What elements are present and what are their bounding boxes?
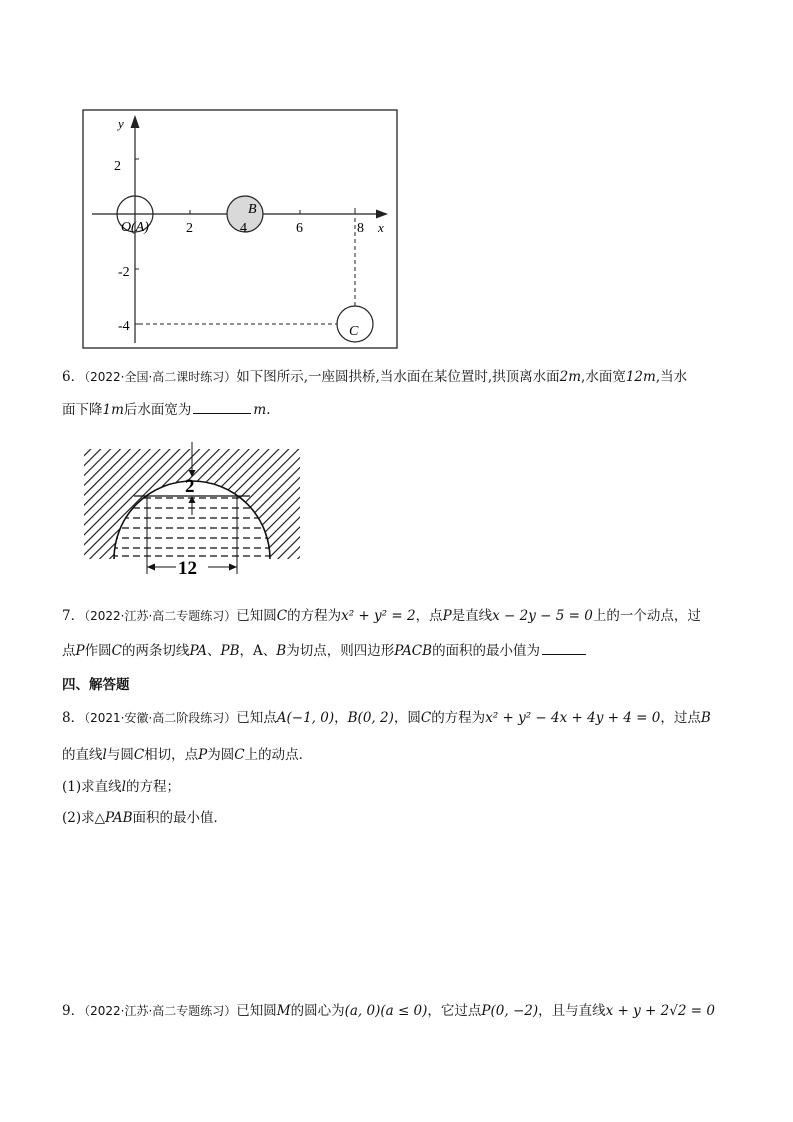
question-6: 6．（2022·全国·高二课时练习）如下图所示,一座圆拱桥,当水面在某位置时,拱顶离水面2m,水面宽12m,当水 [62,369,688,385]
coordinate-figure [0,0,793,360]
x-axis-label: x [378,220,384,235]
section-heading: 四、解答题 [62,677,130,693]
point-b-label: B [248,202,257,217]
question-8-part-2: (2)求△PAB面积的最小值． [62,810,228,826]
y-tick-2: 2 [114,159,121,174]
x-axis-arrow [376,210,388,219]
y-axis-label: y [118,116,124,131]
arch-height-label: 2 [185,476,195,497]
answer-blank-q6[interactable] [193,399,251,414]
question-8-part-1: (1)求直线l的方程； [62,779,180,795]
origin-label: O [121,220,132,235]
question-8: 8．（2021·安徽·高二阶段练习）已知点A(−1, 0)，B(0, 2)，圆C的方程为x² + y² − 4x + 4y + 4 = 0，过点B [62,710,711,726]
x-tick-8: 8 [357,221,364,236]
x-tick-2: 2 [186,221,193,236]
point-a-label: (A) [131,220,149,235]
y-axis-arrow [131,115,140,128]
point-c-label: C [349,324,359,339]
question-8-line2: 的直线l与圆C相切，点P为圆C上的动点． [62,747,313,763]
y-tick-neg4: -4 [118,319,130,334]
arch-bridge-figure [0,440,793,580]
question-7: 7．（2022·江苏·高二专题练习）已知圆C的方程为x² + y² = 2，点P是直线x − 2y − 5 = 0上的一个动点，过 [62,608,701,624]
question-6-line2: 面下降1m后水面宽为 m. [62,399,732,421]
answer-blank-q7[interactable] [542,640,586,655]
question-9: 9．（2022·江苏·高二专题练习）已知圆M的圆心为(a, 0)(a ≤ 0)，它过点P(0, −2)，且与直线x + y + 2√2 = 0 [62,1003,715,1019]
water-width-label: 12 [178,558,197,579]
question-7-line2: 点P作圆C的两条切线PA、PB，A、B为切点，则四边形PACB的面积的最小值为 [62,640,732,662]
y-tick-neg2: -2 [118,265,130,280]
x-tick-6: 6 [296,221,303,236]
x-tick-4: 4 [240,221,247,236]
